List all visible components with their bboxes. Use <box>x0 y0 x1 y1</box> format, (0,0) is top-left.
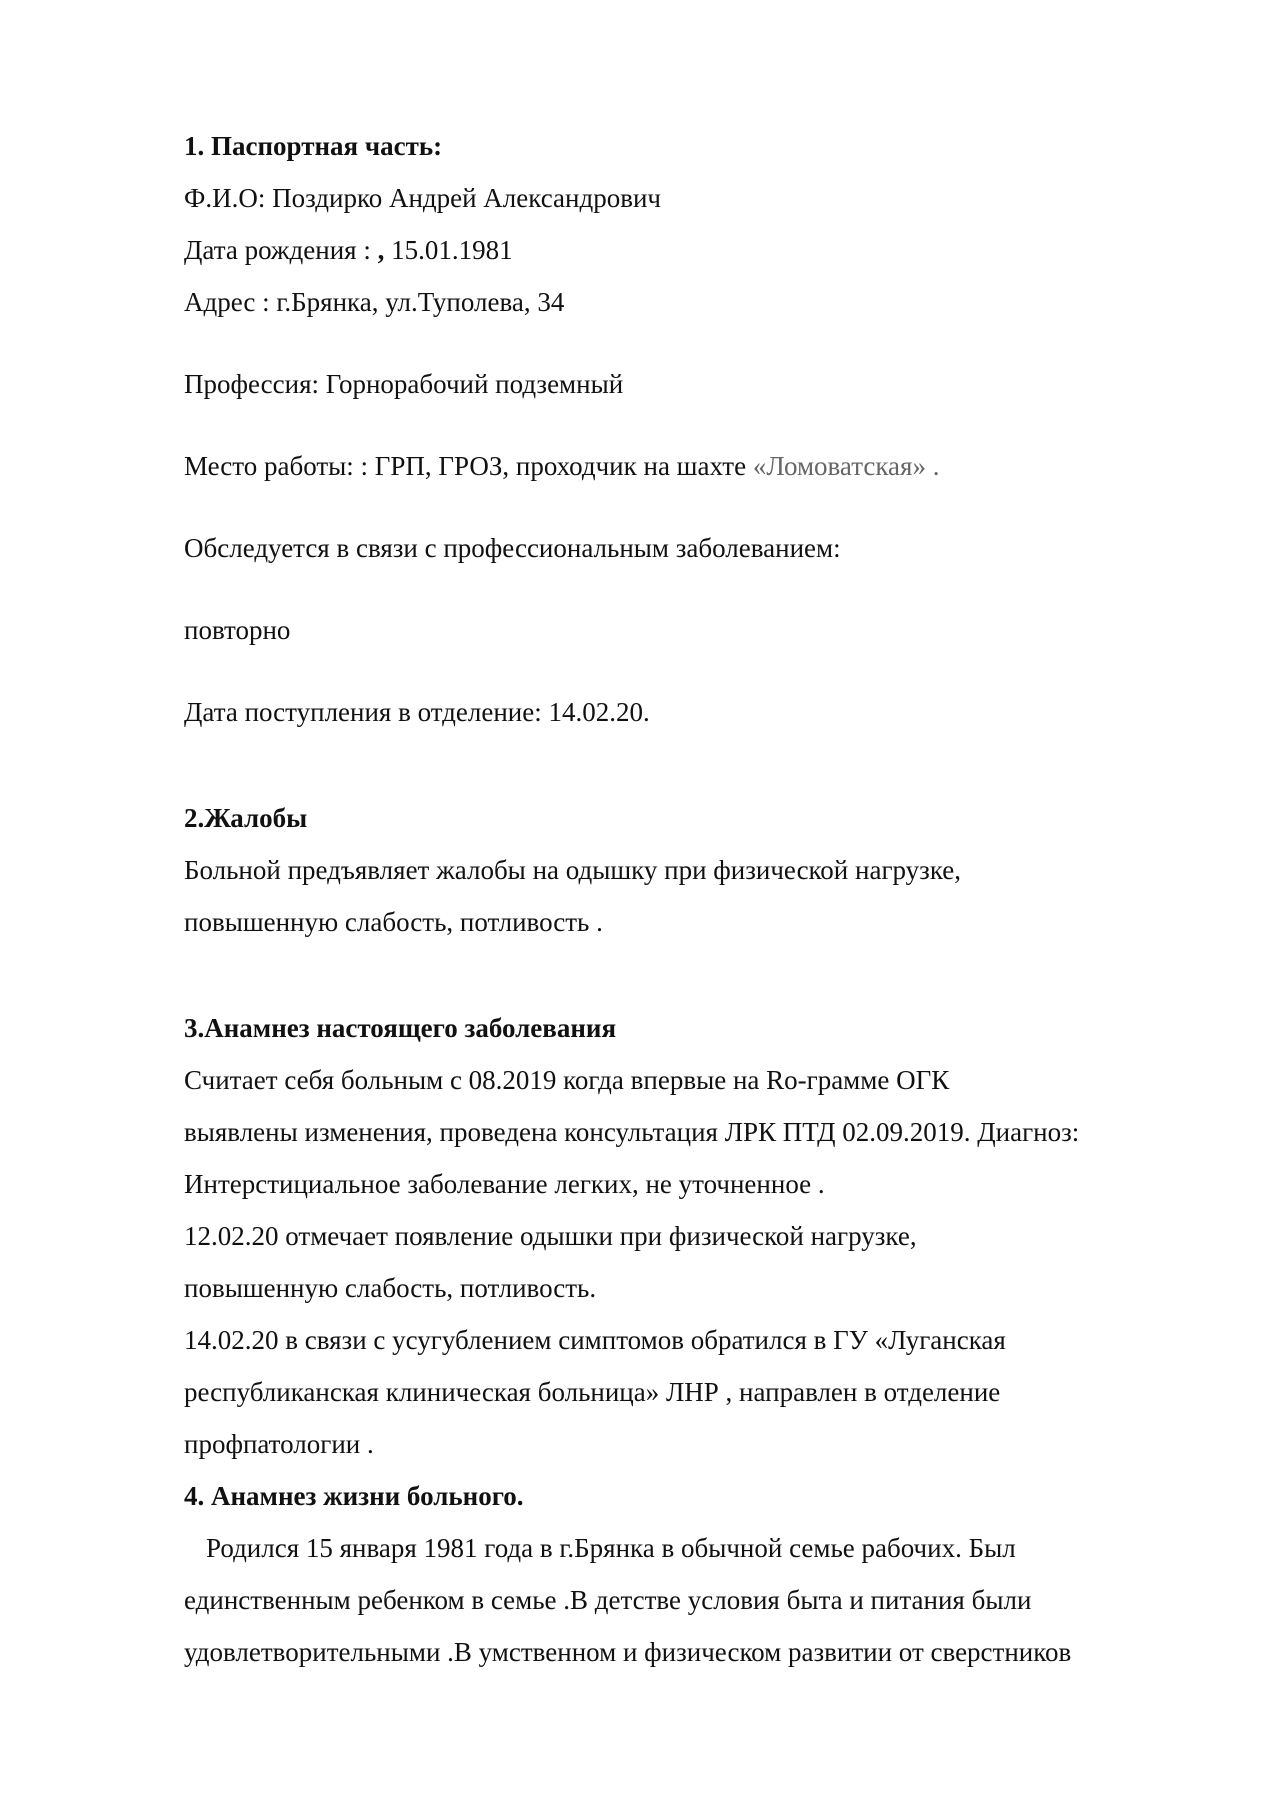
workplace-line <box>184 440 1244 492</box>
disease-anamnesis-line: Считает себя больным с 08.2019 когда впервые на Ro-грамме ОГК <box>184 1065 950 1095</box>
workplace-prefix: Место работы: : ГРП, ГРОЗ, проходчик на шахте <box>184 451 753 481</box>
section-heading-complaints: 2.Жалобы <box>184 803 308 833</box>
address-line: Адрес : г.Брянка, ул.Туполева, 34 <box>184 287 565 317</box>
disease-anamnesis-line: выявлены изменения, проведена консультация ЛРК ПТД 02.09.2019. Диагноз: <box>184 1117 1080 1147</box>
life-anamnesis-line: удовлетворительными .В умственном и физическом развитии от сверстников <box>184 1637 1072 1667</box>
disease-anamnesis-line: 14.02.20 в связи с усугублением симптомов обратился в ГУ «Луганская <box>184 1325 1006 1355</box>
workplace-mine: «Ломоватская» . <box>752 451 940 481</box>
section-heading-disease-anamnesis: 3.Анамнез настоящего заболевания <box>184 1013 617 1043</box>
life-anamnesis-line: Родился 15 января 1981 года в г.Брянка в обычной семье рабочих. Был <box>206 1533 1016 1563</box>
section-heading-passport: 1. Паспортная часть: <box>184 131 443 161</box>
disease-anamnesis-line: повышенную слабость, потливость. <box>184 1273 597 1303</box>
life-anamnesis-line: единственным ребенком в семье .В детстве условия быта и питания были <box>184 1585 1032 1615</box>
complaints-line: повышенную слабость, потливость . <box>184 907 603 937</box>
examined-line: Обследуется в связи с профессиональным заболеванием: <box>184 533 841 563</box>
admission-date-line: Дата поступления в отделение: 14.02.20. <box>184 697 650 727</box>
birth-date-label: Дата рождения : <box>184 235 378 265</box>
birth-date-comma: , <box>377 235 385 265</box>
birth-date-line <box>184 224 1244 276</box>
fio-line: Ф.И.О: Поздирко Андрей Александрович <box>184 183 661 213</box>
disease-anamnesis-line: Интерстициальное заболевание легких, не уточненное . <box>184 1169 825 1199</box>
disease-anamnesis-line: 12.02.20 отмечает появление одышки при физической нагрузке, <box>184 1221 917 1251</box>
repeat-line: повторно <box>184 615 291 645</box>
document-body <box>184 120 1244 1678</box>
profession-line: Профессия: Горнорабочий подземный <box>184 369 624 399</box>
birth-date-value: 15.01.1981 <box>384 235 513 265</box>
disease-anamnesis-line: республиканская клиническая больница» ЛНР , направлен в отделение <box>184 1377 1001 1407</box>
section-heading-life-anamnesis: 4. Анамнез жизни больного. <box>184 1481 524 1511</box>
complaints-line: Больной предъявляет жалобы на одышку при физической нагрузке, <box>184 855 962 885</box>
disease-anamnesis-line: профпатологии . <box>184 1429 374 1459</box>
